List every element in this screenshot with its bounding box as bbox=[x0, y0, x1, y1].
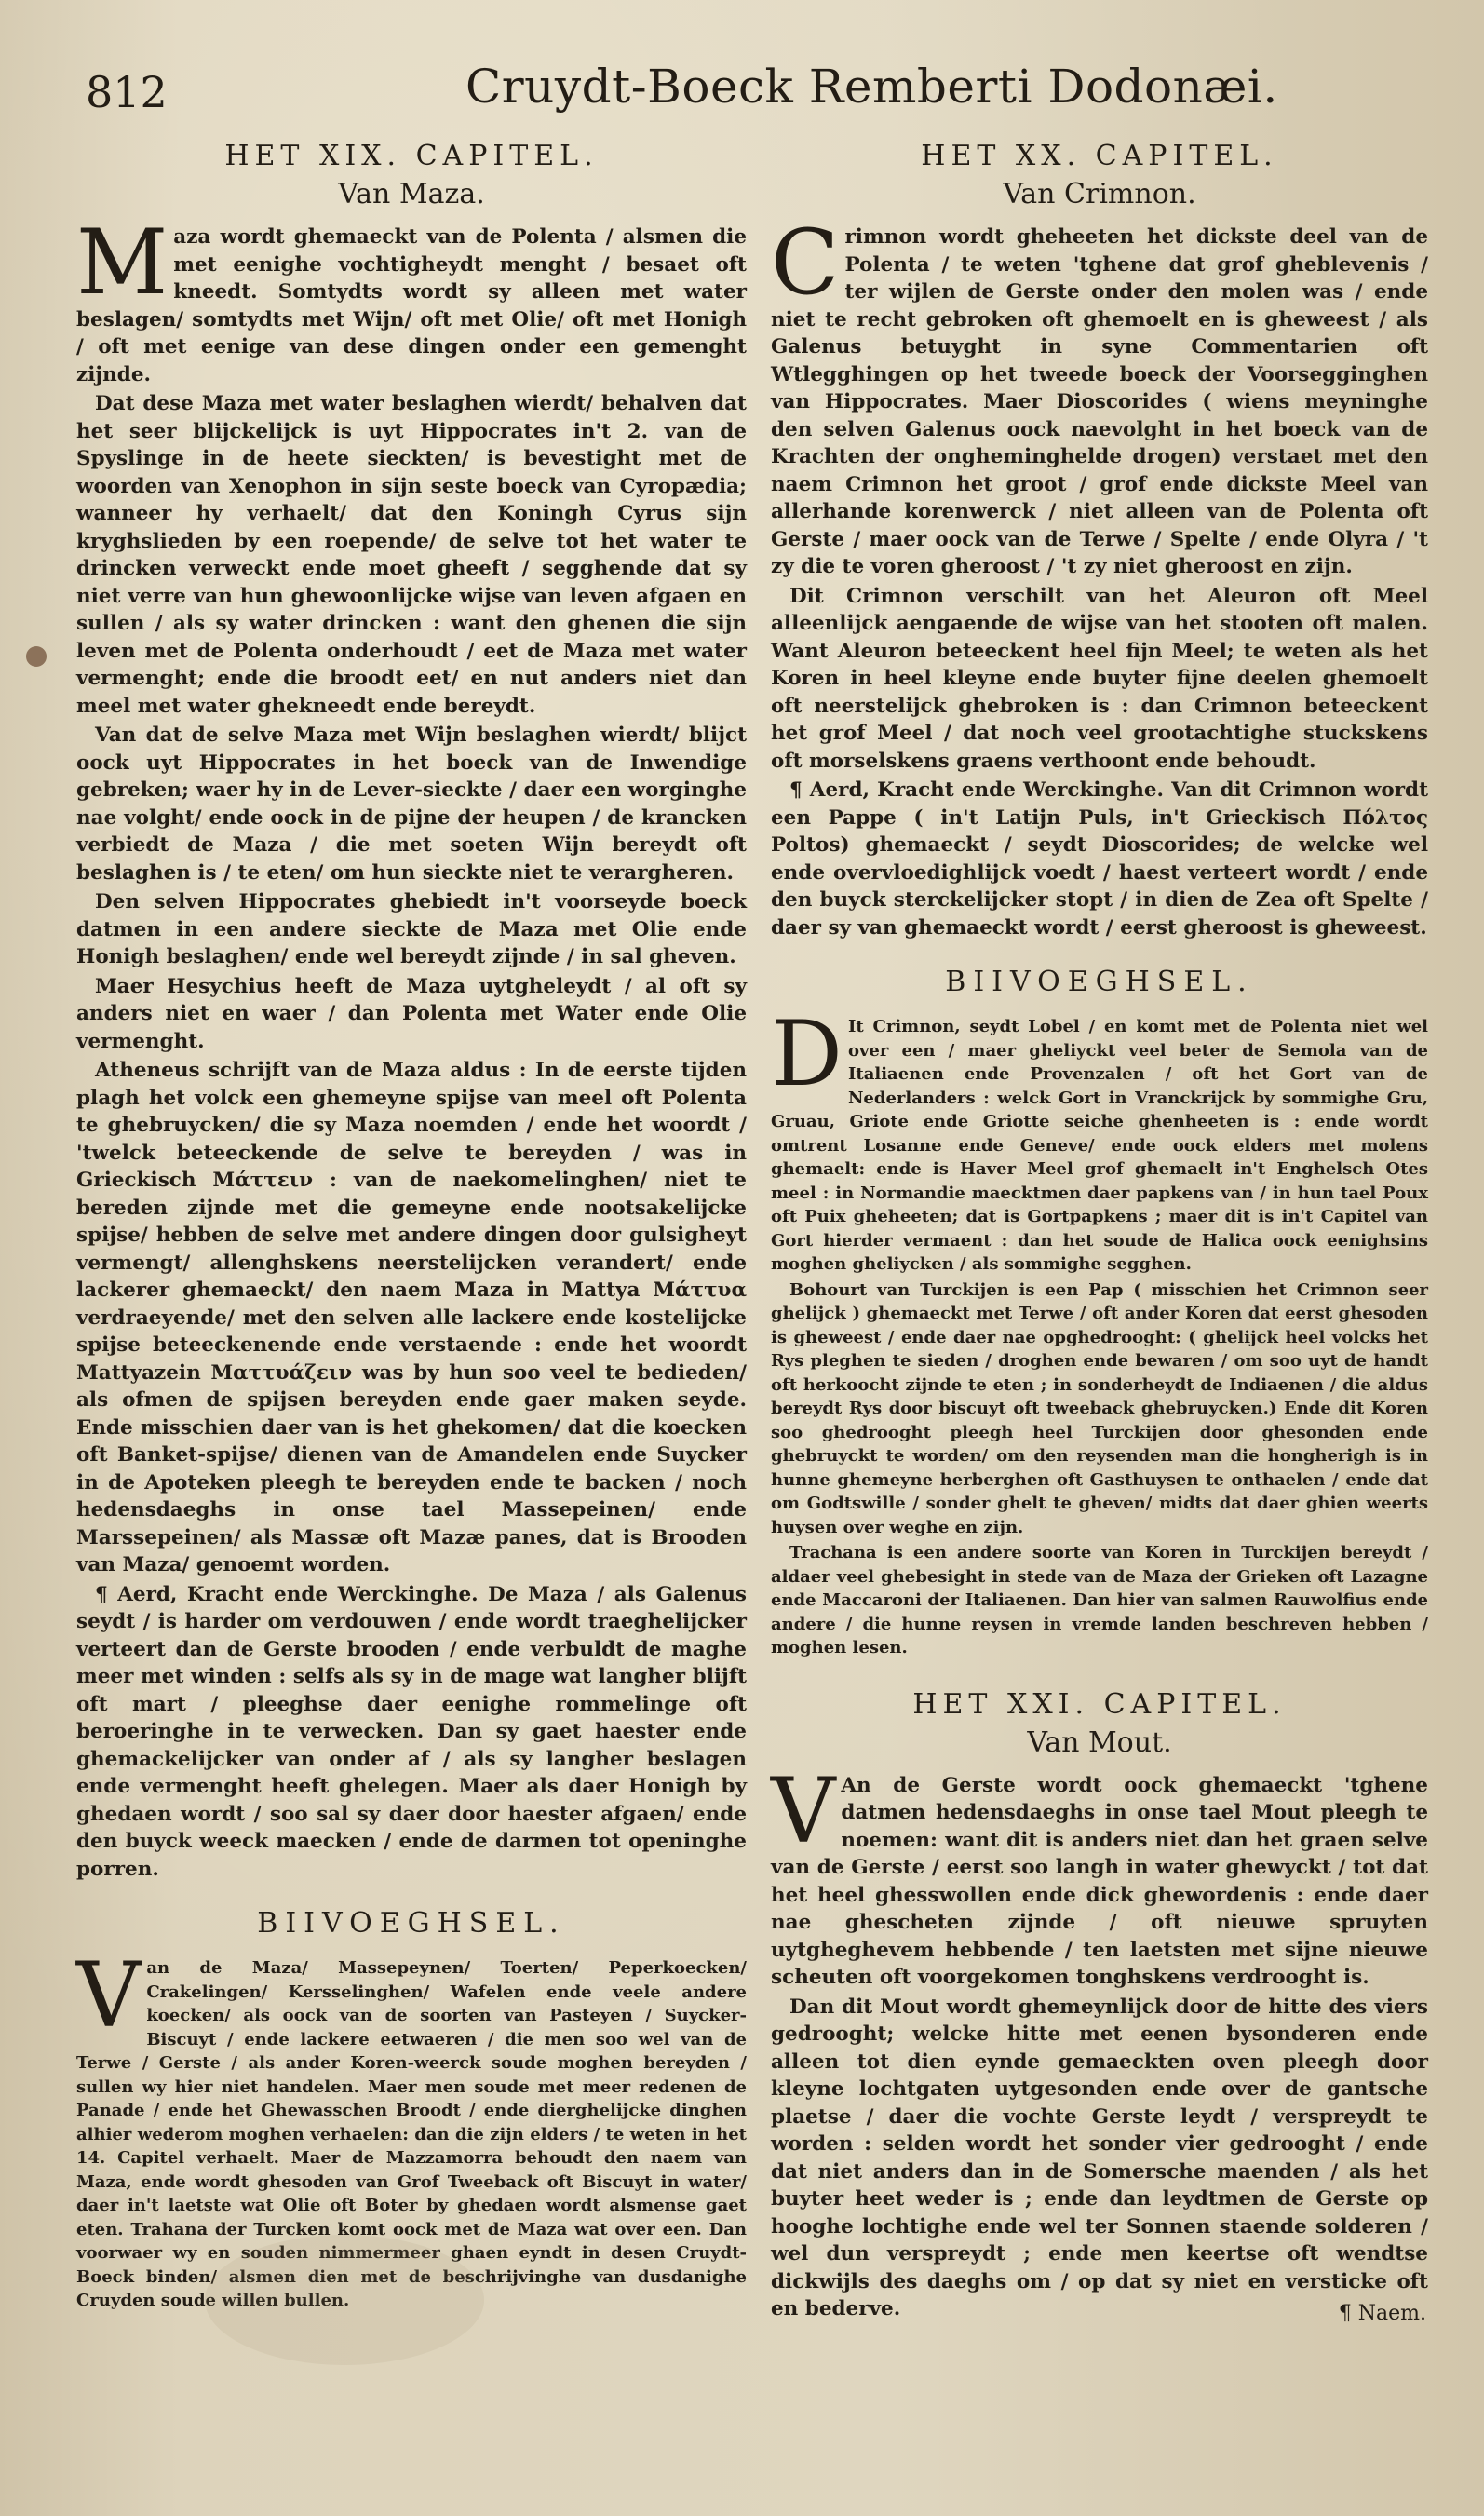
paragraph: Dat dese Maza met water beslaghen wierdt/ behalven dat het seer blijckelijck is uyt Hippocrates in't 2. van de Spyslinge in de heete sieckten/ is bevestight met de woorden van Xenophon in sijn seste boeck van Cyropædia; wanneer hy verhaelt/ dat den Koningh Cyrus sijn kryghslieden by een roepende/ de selve tot het water te drincken verweckt ende moet gheeft / segghende dat sy niet verre van hun ghewoonlijcke wijse van leven afgaen en sullen / als sy water drincken : want den ghenen die sijn leven met de Polenta onderhoudt / eet de Maza met water vermenght; ende die broodt eet/ en nut anders niet dan meel met water ghekneedt ende bereydt. bbox=[76, 392, 747, 718]
chapter-subtitle-mout: Van Mout. bbox=[1027, 1725, 1172, 1759]
paragraph: Van de Maza/ Massepeynen/ Toerten/ Peperkoecken/ Crakelingen/ Kersselinghen/ Wafelen ende veele andere koecken/ als oock van de soorten van Pasteyen / Suycker-Biscuyt / ende lackere eetwaeren / die men soo wel van de Terwe / Gerste / als ander Koren-weerck soude moghen bereyden / sullen wy hier niet handelen. Maer men soude met meer redenen de Panade / ende het Ghewasschen Broodt / ende dierghelijcke dinghen alhier wederom moghen verhaelen: dan die zijn elders / te weten in het 14. Capitel verhaelt. Maer de Mazzamorra behoudt den naem van Maza, ende wordt ghesoden van Grof Tweeback oft Biscuyt in water/ daer in't laetste wat Olie oft Boter by ghedaen wordt alsmense gaet eten. Trahana der Turcken komt oock met de Maza wat over een. Dan voorwaer wy en souden nimmermeer ghaen eyndt in desen Cruydt-Boeck binden/ alsmen dien met de beschrijvinghe van dusdanighe Cruyden soude willen bullen. bbox=[76, 1943, 747, 2310]
paper-stain bbox=[205, 2235, 484, 2365]
drop-cap: M bbox=[76, 210, 169, 315]
paragraph: Trachana is een andere soorte van Koren in Turckijen bereydt / aldaer veel ghebesight in stede van de Maza der Grieken oft Lazagne ende Maccaroni der Italiaenen. Dan hier van salmen Rauwolfius ende andere / die hunne reysen in vremde landen beschreven hebben / moghen lesen. bbox=[771, 1543, 1428, 1657]
paragraph: Dit Crimnon verschilt van het Aleuron oft Meel alleenlijck aengaende de wijse van het stooten oft malen. Want Aleuron beteeckent heel fijn Meel; te weten als het Koren in heel kleyne ende buyter fijne deelen ghemoelt oft neerstelijck ghebroken is : dan Crimnon beteeckent het grof Meel / dat noch veel grootachtighe stuckskens oft morselskens graens verthoont ende behoudt. bbox=[771, 584, 1428, 773]
catchword: ¶ Naem. bbox=[1338, 2302, 1426, 2325]
chapter-title-xix: HET XIX. CAPITEL. bbox=[224, 140, 599, 172]
paragraph: ¶ Aerd, Kracht ende Werckinghe. Van dit Crimnon wordt een Pappe ( in't Latijn Puls, in't Grieckisch Πόλτος Poltos) ghemaeckt / seydt Dioscorides; de welcke wel ende overvloedighlijck voedt / haest verteert wordt / ende den buyck sterckelijcker stopt / in dien de Zea oft Spelte / daer sy van ghemaeckt wordt / eerst gheroost is gheweest. bbox=[771, 778, 1428, 940]
chapter-title-xxi: HET XXI. CAPITEL. bbox=[912, 1687, 1287, 1721]
paragraph: ¶ Aerd, Kracht ende Werckinghe. De Maza / als Galenus seydt / is harder om verdouwen / ende wordt traeghelijcker verteert dan de Gerste brooden / ende verbuldt de maghe meer met winden : selfs als sy in de mage wat langher blijft oft mart / pleeghse daer eenighe rommelinge oft beroeringhe in te verwecken. Dan sy gaet haester ende ghemackelijcker van onder af / als sy langher beslagen ende vermenght heeft ghelegen. Maer als daer Honigh by ghedaen wordt / soo sal sy daer door haester afgaen/ ende den buyck weeck maecken / ende de darmen tot openinghe porren. bbox=[76, 1582, 747, 1881]
page-hole-mark bbox=[26, 646, 47, 667]
drop-cap: D bbox=[771, 1002, 843, 1106]
section-title-bijvoeghsel: BIIVOEGHSEL. bbox=[257, 1907, 566, 1940]
left-column bbox=[76, 140, 747, 2315]
drop-cap: C bbox=[771, 210, 840, 315]
drop-cap: V bbox=[771, 1758, 836, 1863]
paragraph: Maza wordt ghemaeckt van de Polenta / alsmen die met eenighe vochtigheydt menght / besaet oft kneedt. Somtydts wordt sy alleen met water beslagen/ somtydts met Wijn/ oft met Olie/ oft met Honigh / oft met eenige van dese dingen onder een gemenght zijnde. bbox=[76, 210, 747, 386]
chapter-subtitle-maza: Van Maza. bbox=[338, 178, 485, 210]
section-title-bijvoeghsel: BIIVOEGHSEL. bbox=[945, 966, 1254, 998]
right-column bbox=[771, 140, 1428, 2325]
paragraph: Atheneus schrijft van de Maza aldus : In de eerste tijden plagh het volck een ghemeyne spijse van meel oft Polenta te ghebruycken/ die sy Maza noemden / ende het woordt / 'twelck beteeckende de selve te bereyden / was in Grieckisch Μάττειν : van de naekomelinghen/ niet te bereden zijnde met die gemeyne ende nootsakelijcke spijse/ hebben de selve met andere dingen door gulsigheyt vermengt/ allenghskens neerstelijcken verandert/ ende lackerer ghemaeckt/ den naem Maza in Mattya Μάττυα verdraeyende/ met den selven alle lackere ende kostelijcke spijse beteeckenende ende verstaende : ende het woordt Mattyazein Ματτυάζειν was by hun soo veel te bedieden/ als ofmen de spijsen bereyden ende gaer maken seyde. Ende misschien daer van is het ghekomen/ dat die koecken oft Banket-spijse/ dienen van de Amandelen ende Suycker in de Apoteken pleegh te bereyden ende te backen / noch hedensdaeghs in onse tael Massepeinen/ ende Marssepeinen/ als Massæ oft Mazæ panes, dat is Brooden van Maza/ genoemt worden. bbox=[76, 1059, 747, 1576]
paragraph: Bohourt van Turckijen is een Pap ( misschien het Crimnon seer ghelijck ) ghemaeckt met Terwe / oft ander Koren dat eerst ghesoden is gheweest / ende daer nae opghedrooght: ( ghelijck heel volcks het Rys pleghen te sieden / droghen ende bewaren / om soo uyt de handt oft herkoocht zijnde te eten ; in sonderheydt de Indiaenen / die aldus bereydt Rys door biscuyt oft tweeback ghebruycken.) Ende dit Koren soo ghedrooght pleegh heel Turckijen door ghesonden ende ghebruyckt te worden/ om den reysenden man die hongherigh is in hunne ghemeyne herberghen oft Gasthuysen te onthaelen / ende dat om Godtswille / sonder ghelt te gheven/ midts dat daer ghien weerts huysen over weghe en zijn. bbox=[771, 1279, 1428, 1537]
page-number: 812 bbox=[86, 67, 168, 117]
paragraph: Van dat de selve Maza met Wijn beslaghen wierdt/ blijct oock uyt Hippocrates in het boeck van de Inwendige gebreken; waer hy in de Lever-sieckte / daer een worginghe nae volght/ ende oock in de pijne der heupen / de krancken verbiedt de Maza / die met soeten Wijn bereydt oft beslaghen is / te eten/ om hun sieckte niet te verargheren. bbox=[76, 724, 747, 885]
paragraph: Maer Hesychius heeft de Maza uytgheleydt / al oft sy anders niet en waer / dan Polenta met Water ende Olie vermenght. bbox=[76, 974, 747, 1053]
paragraph: D It Crimnon, seydt Lobel / en komt met de Polenta niet wel over een / maer gheliyckt veel beter de Semola van de Italiaenen ende Provenzalen / oft het Gort van de Nederlanders : welck Gort in Vranckrijck by sommighe Gru, Gruau, Griote ende Griotte seiche ghenheeten is : ende wordt omtrent Losanne ende Geneve/ ende oock elders met molens ghemaelt: ende is Haver Meel grof ghemaelt in't Enghelsch Otes meel : in Normandie maecktmen daer papkens van / in hun tael Poux oft Puix gheheeten; dat is Gortpapkens ; maer dit is in't Capitel van Gort hierder vermaent : dan het soude de Halica oock eenighsins moghen gheliycken / als sommighe segghen. bbox=[771, 1002, 1428, 1274]
paragraph: V An de Gerste wordt oock ghemaeckt 'tghene datmen hedensdaeghs in onse tael Mout pleegh te noemen: want dit is anders niet dan het graen selve van de Gerste / eerst soo langh in water ghewyckt / tot dat het heel ghesswollen ende dick ghewordenis : ende daer nae ghescheten zijnde / oft nieuwe spruyten uytgheghevem hebbende / ten laetsten met sijne nieuwe scheuten oft voorgekomen tonghskens verdrooght is. bbox=[771, 1758, 1428, 1989]
chapter-subtitle-crimnon: Van Crimnon. bbox=[1003, 178, 1196, 210]
running-head: Cruydt-Boeck Remberti Dodonæi. bbox=[465, 60, 1278, 114]
paragraph: Dan dit Mout wordt ghemeynlijck door de hitte des viers gedrooght; welcke hitte met eenen bysonderen ende alleen tot dien eynde gemaeckten oven pleegh door kleyne lochtgaten uytgesonden ende over de gantsche plaetse / daer die vochte Gerste leydt / verspreydt te worden : selden wordt het sonder vier gedrooght / ende dat niet anders dan in de Somersche maenden / als het buyter heet weder is ; ende dan leydtmen de Gerste op hooghe lochtighe ende wel ter Sonnen staende solderen / wel dun verspreydt ; ende men keertse oft wendtse dickwijls des daeghs om / op dat sy niet en versticke oft en bederve. bbox=[771, 1995, 1428, 2320]
drop-cap: V bbox=[76, 1943, 142, 2048]
chapter-title-xx: HET XX. CAPITEL. bbox=[921, 140, 1278, 172]
paragraph: Crimnon wordt gheheeten het dickste deel van de Polenta / te weten 'tghene dat grof gheblevenis / ter wijlen de Gerste onder den molen was / ende niet te recht gebroken oft ghemoelt en is gheweest / als Galenus betuyght in syne Commentarien oft Wtlegghingen op het tweede boeck der Voorsegginghen van Hippocrates. Maer Dioscorides ( wiens meyninghe den selven Galenus oock naevolght in het boeck van de Krachten der ongheminghelde drogen) verstaet met den naem Crimnon het groot / grof ende dickste Meel van allerhande korenwerck / niet alleen van de Polenta oft Gerste / maer oock van de Terwe / Spelte / ende Olyra / 't zy die te voren gheroost / 't zy niet gheroost en zijn. bbox=[771, 210, 1428, 578]
paragraph: Den selven Hippocrates ghebiedt in't voorseyde boeck datmen in een andere sieckte de Maza met Olie ende Honigh beslaghen/ ende wel bereydt zijnde / in sal gheven. bbox=[76, 890, 747, 968]
